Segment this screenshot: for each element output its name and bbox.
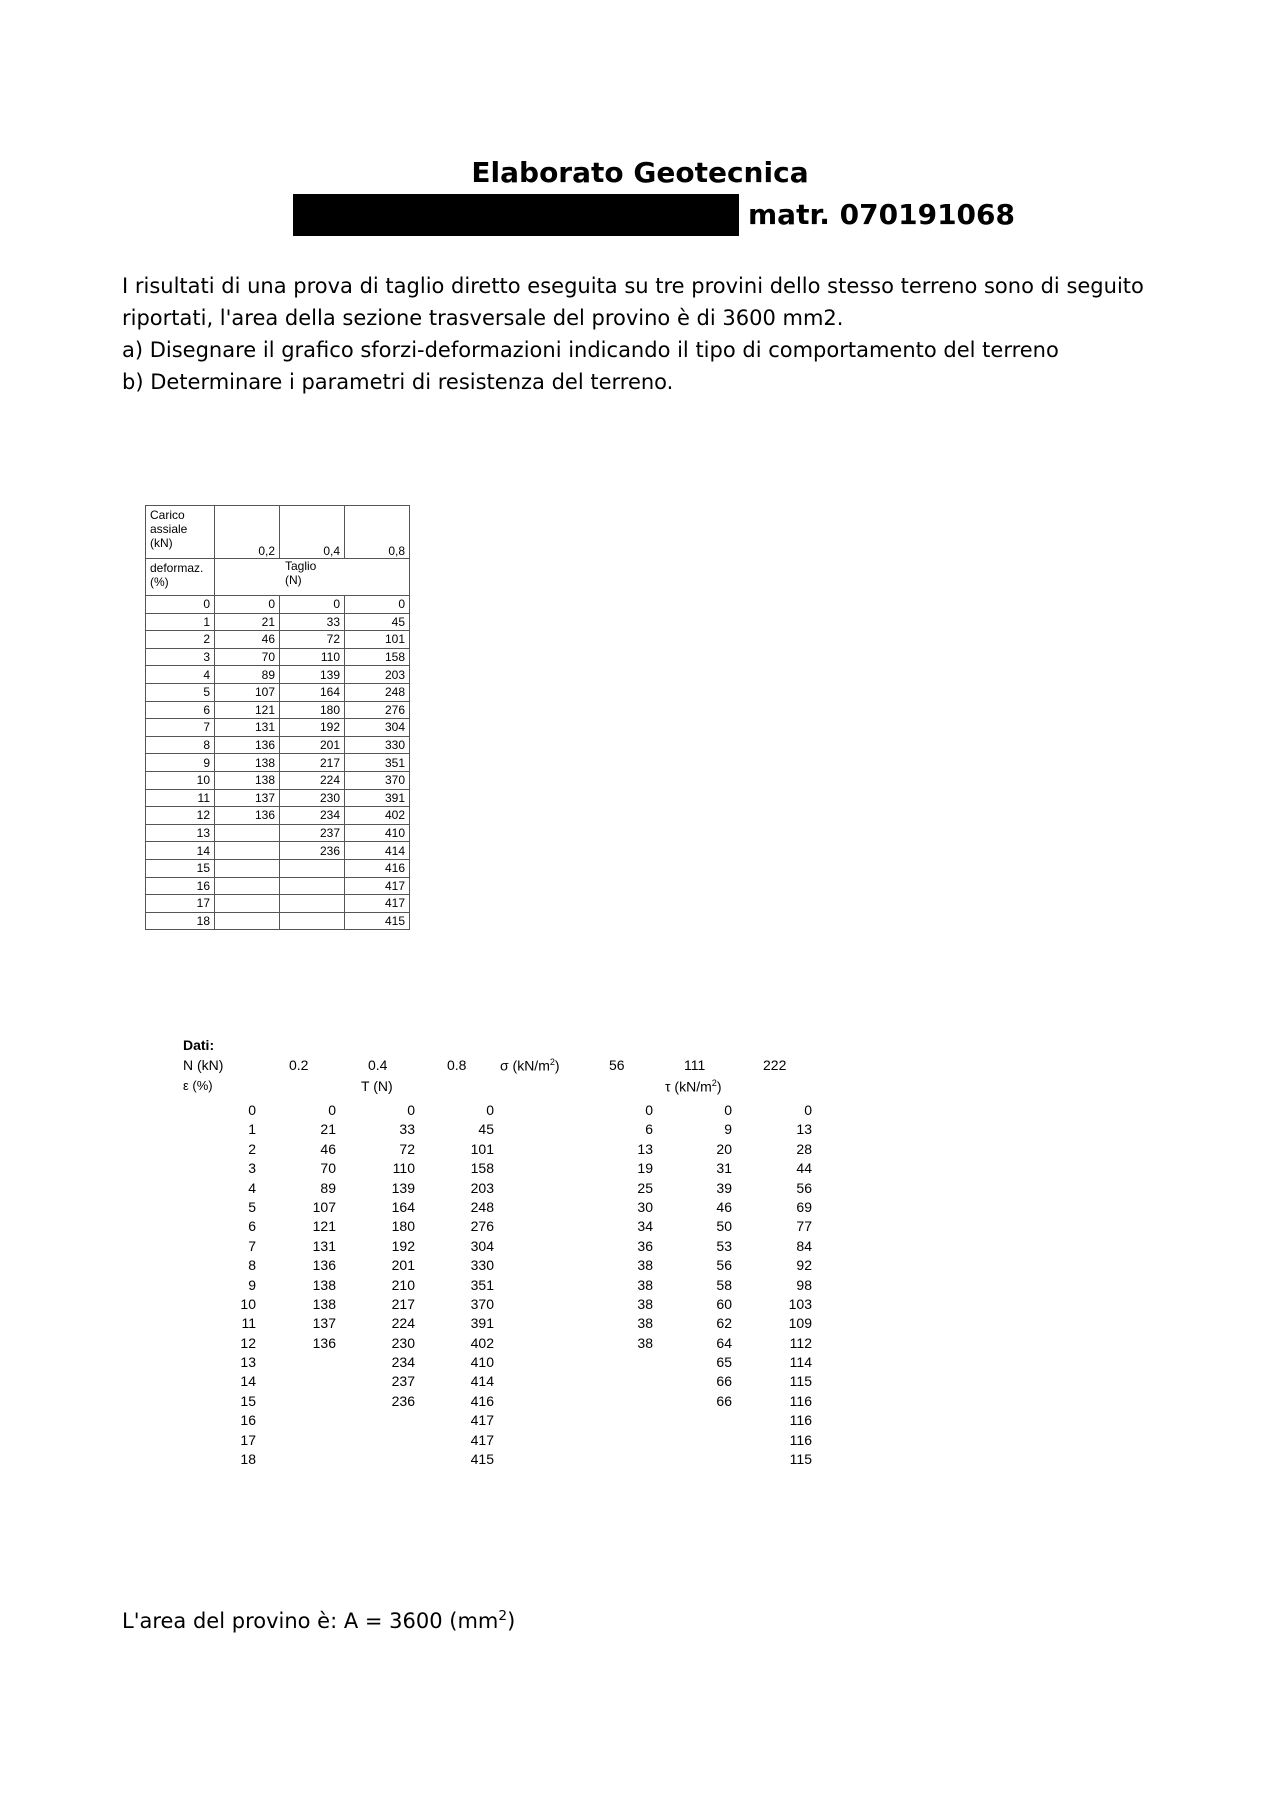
- tau-sup: 2: [711, 1078, 717, 1088]
- value-T08: 417: [470, 1431, 494, 1448]
- cell-t08: 0: [345, 596, 410, 614]
- taglio-label: (N): [285, 573, 302, 587]
- cell-t08: 351: [345, 754, 410, 772]
- value-eps: 11: [241, 1315, 256, 1332]
- value-T08: 248: [470, 1198, 494, 1215]
- value-tau222: 103: [788, 1295, 812, 1312]
- def-label: deformaz.: [150, 561, 204, 575]
- value-T02: [280, 1431, 336, 1450]
- value-T08: 415: [470, 1451, 494, 1468]
- value-T04: 230: [391, 1334, 415, 1351]
- cell-t02: 136: [215, 736, 280, 754]
- sigma-value: 222: [763, 1057, 787, 1073]
- value-tau222: 13: [796, 1121, 812, 1138]
- value-tau111: 20: [716, 1140, 732, 1157]
- value-tau56: [597, 1392, 653, 1411]
- cell-t04: 217: [280, 754, 345, 772]
- value-T08: 410: [470, 1354, 494, 1371]
- value-T08: 417: [470, 1412, 494, 1429]
- sigma-label: [500, 1057, 560, 1074]
- cell-t04: 33: [280, 613, 345, 631]
- value-eps: 1: [248, 1121, 256, 1138]
- value-T08: 276: [470, 1218, 494, 1235]
- value-T08: 414: [470, 1373, 494, 1390]
- cell-t08: 410: [345, 824, 410, 842]
- value-eps: 3: [248, 1160, 256, 1177]
- cell-t02: 138: [215, 754, 280, 772]
- footer-text: L'area del provino è: A = 3600 (mm: [122, 1609, 499, 1633]
- value-T04: 110: [392, 1160, 415, 1177]
- value-tau56: 19: [637, 1160, 653, 1177]
- value-tau56: 25: [637, 1179, 653, 1196]
- cell-t02: 89: [215, 666, 280, 684]
- value-T08: 391: [470, 1315, 494, 1332]
- cell-t08: 417: [345, 877, 410, 895]
- value-tau56: [597, 1450, 653, 1469]
- value-tau111: 66: [716, 1392, 732, 1409]
- cell-t08: 304: [345, 719, 410, 737]
- cell-def: 5: [146, 683, 215, 701]
- value-T02: 89: [320, 1179, 336, 1196]
- value-T04: [359, 1450, 415, 1469]
- value-tau111: 62: [716, 1315, 732, 1332]
- value-T02: [280, 1450, 336, 1469]
- value-T02: 107: [312, 1198, 336, 1215]
- value-tau111: 60: [716, 1295, 732, 1312]
- value-tau111: 31: [716, 1160, 732, 1177]
- value-T08: 370: [470, 1295, 494, 1312]
- sigma-close: ): [554, 1057, 560, 1074]
- value-tau111: [676, 1431, 732, 1450]
- cell-t02: 138: [215, 771, 280, 789]
- value-eps: 16: [240, 1412, 256, 1429]
- cell-t02: 137: [215, 789, 280, 807]
- footer-close: ): [507, 1609, 516, 1633]
- value-tau222: 77: [796, 1218, 812, 1235]
- value-eps: 8: [248, 1257, 256, 1274]
- value-T08: 45: [478, 1121, 494, 1138]
- cell-def: 16: [146, 877, 215, 895]
- value-tau111: 50: [716, 1218, 732, 1235]
- value-eps: 9: [248, 1276, 256, 1293]
- value-tau222: 114: [789, 1354, 812, 1371]
- cell-def: 0: [146, 596, 215, 614]
- cell-t08: 203: [345, 666, 410, 684]
- load-label: (kN): [150, 536, 173, 550]
- value-T04: 72: [399, 1140, 415, 1157]
- sigma-label-text: σ (kN/m: [500, 1057, 550, 1074]
- tau-close: ): [716, 1078, 722, 1095]
- value-tau111: [676, 1411, 732, 1430]
- value-T02: [280, 1353, 336, 1372]
- dati-label: Dati:: [183, 1037, 215, 1053]
- value-tau222: 92: [796, 1257, 812, 1274]
- value-tau222: 56: [796, 1179, 812, 1196]
- cell-t08: 248: [345, 683, 410, 701]
- value-T04: 234: [391, 1354, 415, 1371]
- cell-t04: 0: [280, 596, 345, 614]
- cell-def: 1: [146, 613, 215, 631]
- cell-t08: 101: [345, 631, 410, 649]
- value-tau56: [597, 1372, 653, 1391]
- question-b: b) Determinare i parametri di resistenza del terreno.: [122, 370, 674, 394]
- load-label: assiale: [150, 522, 188, 536]
- cell-t04: 139: [280, 666, 345, 684]
- cell-def: 14: [146, 842, 215, 860]
- cell-t04: 236: [280, 842, 345, 860]
- value-tau111: 39: [716, 1179, 732, 1196]
- n-value: 0.2: [289, 1057, 309, 1073]
- cell-def: 2: [146, 631, 215, 649]
- cell-t04: 180: [280, 701, 345, 719]
- value-tau222: 0: [804, 1102, 812, 1118]
- cell-t08: 330: [345, 736, 410, 754]
- cell-t08: 416: [345, 859, 410, 877]
- value-tau111: 9: [724, 1121, 732, 1138]
- value-eps: 18: [240, 1451, 256, 1468]
- sigma-value: 111: [684, 1057, 706, 1073]
- value-eps: 4: [248, 1179, 256, 1196]
- value-T02: 136: [312, 1334, 336, 1351]
- value-T04: 224: [391, 1315, 415, 1332]
- cell-t02: 0: [215, 596, 280, 614]
- cell-t08: 414: [345, 842, 410, 860]
- value-tau56: 38: [637, 1315, 653, 1332]
- value-T02: 0: [328, 1102, 336, 1118]
- value-tau222: 116: [789, 1431, 812, 1448]
- value-tau111: 64: [716, 1334, 732, 1351]
- value-T04: 217: [391, 1295, 415, 1312]
- value-tau56: [597, 1431, 653, 1450]
- cell-def: 8: [146, 736, 215, 754]
- value-T04: 192: [391, 1237, 415, 1254]
- cell-t08: 417: [345, 895, 410, 913]
- value-tau111: 65: [716, 1354, 732, 1371]
- cell-t04: 192: [280, 719, 345, 737]
- cell-def: 18: [146, 912, 215, 930]
- t02-column: [280, 1101, 336, 1469]
- value-T04: 210: [391, 1276, 415, 1293]
- value-T08: 304: [470, 1237, 494, 1254]
- value-T04: 237: [391, 1373, 415, 1390]
- value-tau56: 0: [645, 1102, 653, 1118]
- cell-def: 9: [146, 754, 215, 772]
- cell-t08: 391: [345, 789, 410, 807]
- question-a: a) Disegnare il grafico sforzi-deformazioni indicando il tipo di comportamento del terreno: [122, 338, 1059, 362]
- eps-label: ε (%): [183, 1078, 213, 1093]
- value-tau56: 30: [637, 1198, 653, 1215]
- value-tau222: 98: [796, 1276, 812, 1293]
- value-eps: 0: [248, 1102, 256, 1118]
- load-value: 0,8: [345, 506, 410, 559]
- value-T02: 70: [320, 1160, 336, 1177]
- value-eps: 15: [240, 1392, 256, 1409]
- sigma-sup: 2: [549, 1057, 555, 1067]
- value-tau111: 0: [724, 1102, 732, 1118]
- value-tau222: 115: [789, 1373, 812, 1390]
- value-tau111: 58: [716, 1276, 732, 1293]
- cell-t08: 402: [345, 807, 410, 825]
- t-label: T (N): [361, 1078, 393, 1094]
- value-T02: 138: [312, 1295, 336, 1312]
- value-eps: 12: [240, 1334, 256, 1351]
- value-T02: 138: [312, 1276, 336, 1293]
- value-T02: [280, 1392, 336, 1411]
- value-tau222: 115: [789, 1451, 812, 1468]
- tau-label-text: τ (kN/m: [665, 1078, 712, 1095]
- value-tau111: [676, 1450, 732, 1469]
- value-tau222: 69: [796, 1198, 812, 1215]
- value-tau111: 46: [716, 1198, 732, 1215]
- value-T04: [359, 1411, 415, 1430]
- value-T02: [280, 1411, 336, 1430]
- value-eps: 14: [240, 1373, 256, 1390]
- value-eps: 6: [248, 1218, 256, 1235]
- load-value: 0,2: [215, 506, 280, 559]
- cell-t02: 131: [215, 719, 280, 737]
- cell-t04: 201: [280, 736, 345, 754]
- value-eps: 5: [248, 1198, 256, 1215]
- page-title: Elaborato Geotecnica: [471, 156, 809, 189]
- value-T04: 139: [391, 1179, 415, 1196]
- value-tau222: 28: [796, 1140, 812, 1157]
- taglio-label: Taglio: [285, 559, 317, 573]
- value-eps: 13: [240, 1354, 256, 1371]
- value-tau56: 38: [637, 1257, 653, 1274]
- value-T04: 33: [399, 1121, 415, 1138]
- cell-t08: 415: [345, 912, 410, 930]
- load-value: 0,4: [280, 506, 345, 559]
- value-T02: 121: [312, 1218, 336, 1235]
- intro-line: I risultati di una prova di taglio diretto eseguita su tre provini dello stesso terreno sono di seguito: [122, 274, 1144, 298]
- cell-t04: 164: [280, 683, 345, 701]
- value-tau222: 44: [796, 1160, 812, 1177]
- cell-def: 11: [146, 789, 215, 807]
- n-value: 0.8: [447, 1057, 467, 1073]
- value-T04: 180: [391, 1218, 415, 1235]
- value-tau56: 13: [637, 1140, 653, 1157]
- value-T04: [359, 1431, 415, 1450]
- cell-def: 3: [146, 648, 215, 666]
- value-T02: 137: [312, 1315, 336, 1332]
- def-label: (%): [150, 575, 169, 589]
- footer-area-note: [122, 1608, 515, 1633]
- value-T02: 46: [320, 1140, 336, 1157]
- cell-def: 7: [146, 719, 215, 737]
- value-eps: 7: [248, 1237, 256, 1254]
- cell-t08: 276: [345, 701, 410, 719]
- value-tau222: 112: [789, 1334, 812, 1351]
- sigma-value: 56: [609, 1057, 625, 1073]
- cell-def: 4: [146, 666, 215, 684]
- value-tau56: 34: [637, 1218, 653, 1235]
- cell-t04: 234: [280, 807, 345, 825]
- value-T08: 101: [470, 1140, 494, 1157]
- value-tau222: 116: [789, 1392, 812, 1409]
- value-tau222: 116: [789, 1412, 812, 1429]
- t08-column: [438, 1101, 494, 1469]
- value-T08: 330: [470, 1257, 494, 1274]
- cell-def: 6: [146, 701, 215, 719]
- value-tau56: 38: [637, 1295, 653, 1312]
- cell-t04: 237: [280, 824, 345, 842]
- cell-t02: 21: [215, 613, 280, 631]
- value-tau56: 36: [637, 1237, 653, 1254]
- value-T08: 351: [470, 1276, 494, 1293]
- cell-t04: 110: [280, 648, 345, 666]
- cell-t04: 72: [280, 631, 345, 649]
- value-tau56: 38: [637, 1276, 653, 1293]
- cell-def: 10: [146, 771, 215, 789]
- cell-def: 15: [146, 859, 215, 877]
- cell-t04: 230: [280, 789, 345, 807]
- value-tau111: 66: [716, 1373, 732, 1390]
- cell-t02: 70: [215, 648, 280, 666]
- value-T02: 131: [312, 1237, 336, 1254]
- cell-t08: 158: [345, 648, 410, 666]
- cell-t02: 121: [215, 701, 280, 719]
- load-label: Carico: [150, 508, 185, 522]
- eps-column: [200, 1101, 256, 1469]
- cell-t08: 45: [345, 613, 410, 631]
- tau-label: [665, 1078, 721, 1095]
- value-T08: 416: [470, 1392, 494, 1409]
- value-tau222: 84: [796, 1237, 812, 1254]
- cell-t04: 224: [280, 771, 345, 789]
- cell-t02: 107: [215, 683, 280, 701]
- value-tau222: 109: [788, 1315, 812, 1332]
- value-eps: 17: [240, 1431, 256, 1448]
- value-T04: 164: [391, 1198, 415, 1215]
- value-T02: [280, 1372, 336, 1391]
- value-tau111: 53: [716, 1237, 732, 1254]
- cell-t02: 136: [215, 807, 280, 825]
- n-label: N (kN): [183, 1057, 224, 1073]
- value-T02: 136: [312, 1257, 336, 1274]
- cell-def: 17: [146, 895, 215, 913]
- value-T02: 21: [320, 1121, 336, 1138]
- tau56-column: [597, 1101, 653, 1469]
- value-T08: 402: [470, 1334, 494, 1351]
- value-T08: 158: [470, 1160, 494, 1177]
- value-T04: 236: [391, 1392, 415, 1409]
- tau111-column: [676, 1101, 732, 1469]
- cell-t08: 370: [345, 771, 410, 789]
- value-tau56: [597, 1353, 653, 1372]
- value-tau56: 6: [645, 1121, 653, 1138]
- intro-line: riportati, l'area della sezione trasversale del provino è di 3600 mm2.: [122, 306, 844, 330]
- value-T04: 201: [391, 1257, 415, 1274]
- n-value: 0.4: [368, 1057, 388, 1073]
- matricola: matr. 070191068: [748, 198, 1015, 231]
- value-eps: 10: [240, 1295, 256, 1312]
- value-T08: 203: [470, 1179, 494, 1196]
- t04-column: [359, 1101, 415, 1469]
- value-tau111: 56: [716, 1257, 732, 1274]
- cell-def: 12: [146, 807, 215, 825]
- value-T04: 0: [407, 1102, 415, 1118]
- cell-def: 13: [146, 824, 215, 842]
- value-T08: 0: [486, 1102, 494, 1118]
- cell-t02: 46: [215, 631, 280, 649]
- tau222-column: [756, 1101, 812, 1469]
- footer-sup: 2: [498, 1608, 508, 1624]
- value-tau56: [597, 1411, 653, 1430]
- value-tau56: 38: [637, 1334, 653, 1351]
- value-eps: 2: [248, 1140, 256, 1157]
